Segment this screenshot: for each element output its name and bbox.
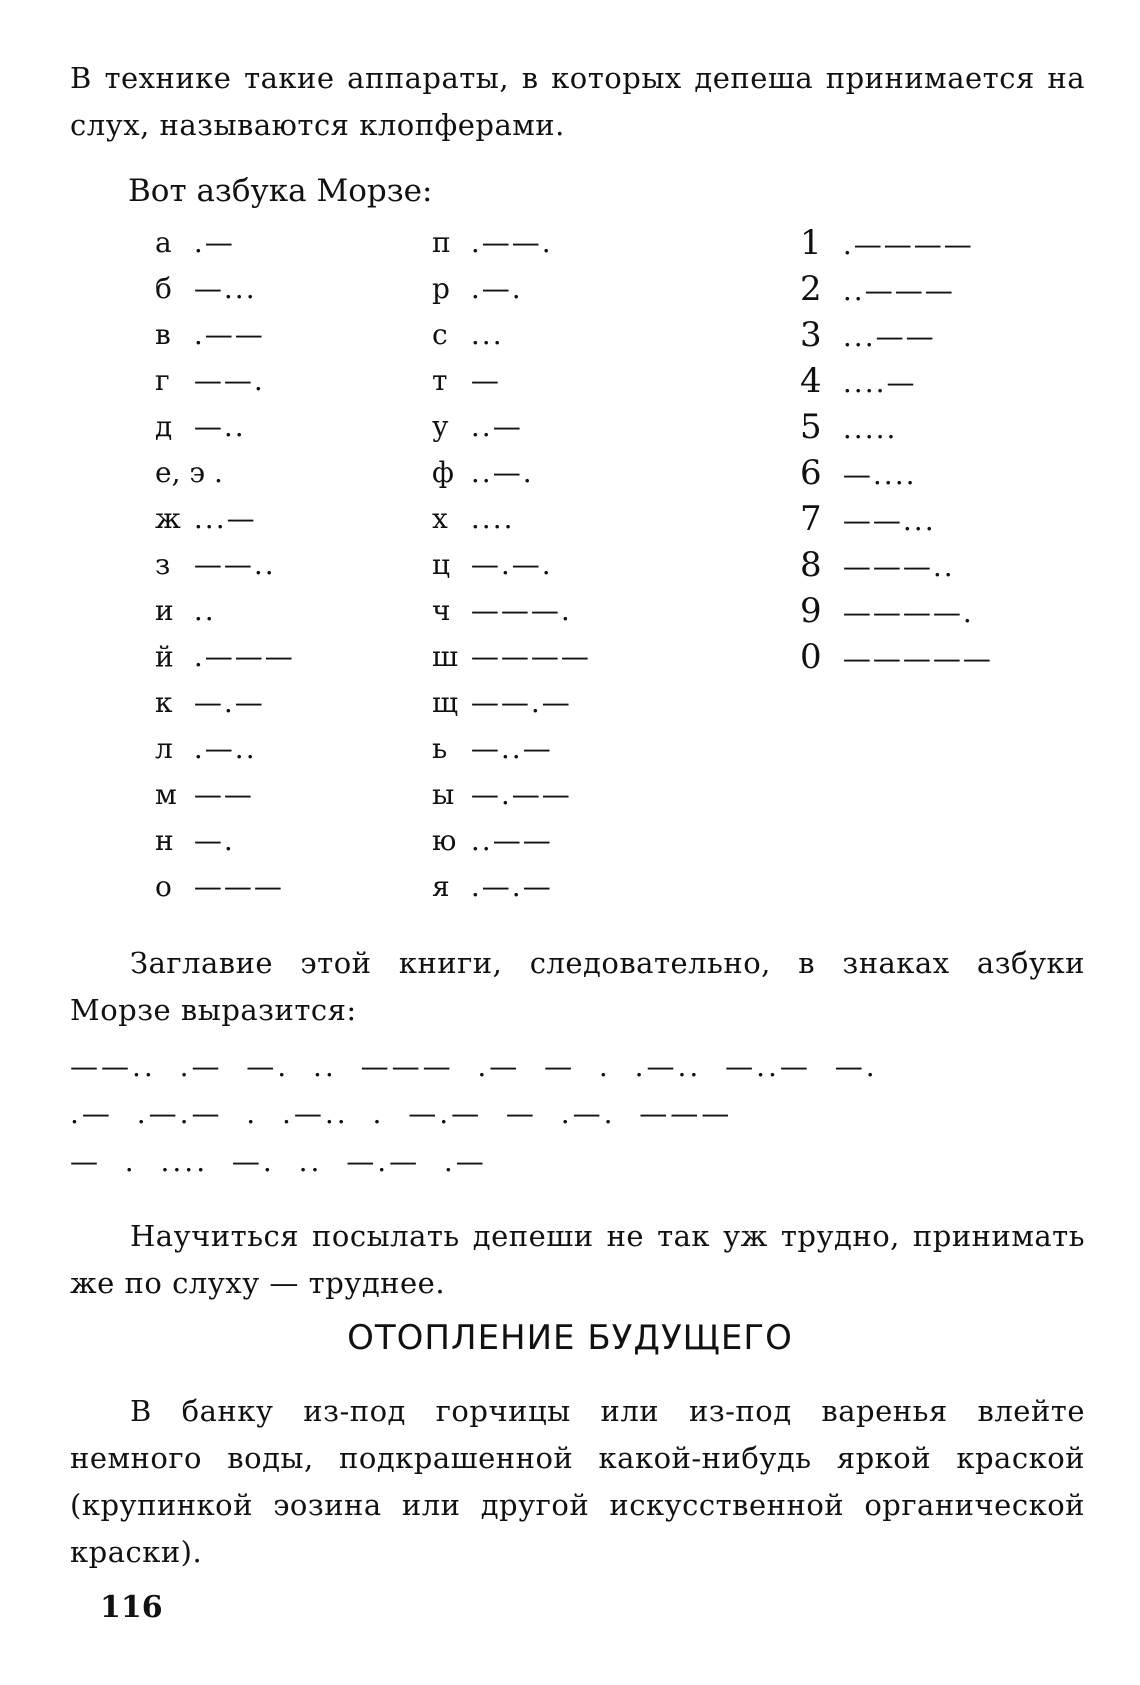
morse-title-line: ——.. .— —. .. ——— .— — . .—.. —..— —. <box>70 1050 878 1083</box>
morse-char: с <box>432 318 448 351</box>
morse-char: 0 <box>800 637 822 677</box>
morse-code: — <box>470 364 501 397</box>
morse-char: ш <box>432 640 459 673</box>
morse-row <box>800 220 993 266</box>
morse-char: ю <box>432 824 457 857</box>
morse-code: ——— <box>193 870 284 903</box>
morse-code: .——— <box>193 640 295 673</box>
morse-row <box>432 496 591 542</box>
morse-row <box>155 312 295 358</box>
morse-char: 4 <box>800 361 822 401</box>
morse-code: —.—. <box>470 548 553 581</box>
morse-row <box>155 404 295 450</box>
morse-char: ф <box>432 456 454 489</box>
morse-char: о <box>155 870 172 903</box>
morse-column-letters-2 <box>432 220 591 910</box>
morse-row <box>432 726 591 772</box>
morse-char: г <box>155 364 170 397</box>
morse-column-letters-1 <box>155 220 295 910</box>
morse-row <box>155 772 295 818</box>
morse-char: п <box>432 226 451 259</box>
morse-char: ц <box>432 548 451 581</box>
morse-row <box>155 864 295 910</box>
morse-char: 9 <box>800 591 822 631</box>
morse-code: ——... <box>842 504 936 537</box>
morse-char: е, э <box>155 456 206 489</box>
morse-code: ....— <box>842 366 917 399</box>
morse-row <box>432 818 591 864</box>
morse-char: и <box>155 594 174 627</box>
morse-code: ..——— <box>842 274 955 307</box>
morse-row <box>432 680 591 726</box>
morse-row <box>432 864 591 910</box>
morse-title-line: — . .... —. .. —.— .— <box>70 1145 487 1178</box>
morse-char: н <box>155 824 174 857</box>
morse-row <box>800 496 993 542</box>
morse-row <box>800 312 993 358</box>
morse-row <box>155 726 295 772</box>
morse-code: —.—— <box>470 778 572 811</box>
morse-code: .. <box>193 594 216 627</box>
morse-code: —... <box>193 272 257 305</box>
morse-row <box>432 634 591 680</box>
morse-char: ы <box>432 778 455 811</box>
morse-char: 2 <box>800 269 822 309</box>
morse-title-line: .— .—.— . .—.. . —.— — .—. ——— <box>70 1097 733 1130</box>
morse-char: д <box>155 410 173 443</box>
morse-code: ———.. <box>842 550 955 583</box>
morse-code: ..— <box>470 410 523 443</box>
morse-intro: Вот азбука Морзе: <box>128 173 433 209</box>
morse-char: 6 <box>800 453 822 493</box>
paragraph-heating: В банку из-под горчицы или из-под варенья влейте немного воды, подкрашенной какой-нибудь яркой краской (крупинкой эозина или другой искусственной органической краски). <box>70 1394 1085 1569</box>
morse-row <box>155 496 295 542</box>
morse-char: щ <box>432 686 459 719</box>
morse-row <box>800 450 993 496</box>
morse-code: ...—— <box>842 320 936 353</box>
section-heading: ОТОПЛЕНИЕ БУДУЩЕГО <box>347 1318 793 1358</box>
morse-char: ь <box>432 732 448 765</box>
morse-code: —— <box>193 778 254 811</box>
morse-code: . <box>213 456 225 489</box>
morse-code: ———. <box>470 594 572 627</box>
morse-row <box>800 358 993 404</box>
morse-row <box>432 542 591 588</box>
morse-code: .———— <box>842 228 974 261</box>
morse-row <box>155 634 295 680</box>
morse-row <box>800 634 993 680</box>
morse-row <box>155 450 295 496</box>
morse-row <box>432 358 591 404</box>
morse-char: ч <box>432 594 451 627</box>
morse-code: —.. <box>193 410 246 443</box>
morse-row <box>155 358 295 404</box>
morse-code: .— <box>193 226 235 259</box>
morse-code: —..— <box>470 732 553 765</box>
morse-row <box>155 220 295 266</box>
morse-char: у <box>432 410 449 443</box>
morse-char: 7 <box>800 499 822 539</box>
morse-code: ——.. <box>193 548 276 581</box>
morse-char: 8 <box>800 545 822 585</box>
morse-code: .——. <box>470 226 553 259</box>
morse-column-digits <box>800 220 993 680</box>
morse-row <box>155 818 295 864</box>
morse-char: б <box>155 272 172 305</box>
morse-row <box>432 772 591 818</box>
morse-char: а <box>155 226 172 259</box>
morse-char: х <box>432 502 448 535</box>
morse-code: ——. <box>193 364 265 397</box>
morse-char: 3 <box>800 315 822 355</box>
morse-code: .—.. <box>193 732 257 765</box>
morse-code: ...— <box>193 502 257 535</box>
morse-row <box>800 266 993 312</box>
morse-char: р <box>432 272 450 305</box>
morse-char: 1 <box>800 223 822 263</box>
morse-row <box>155 588 295 634</box>
morse-row <box>800 404 993 450</box>
morse-code: —.... <box>842 458 917 491</box>
morse-char: л <box>155 732 173 765</box>
morse-code: .—.— <box>470 870 553 903</box>
morse-code: ——.— <box>470 686 572 719</box>
morse-row <box>432 266 591 312</box>
morse-char: з <box>155 548 171 581</box>
morse-row <box>432 588 591 634</box>
morse-char: т <box>432 364 448 397</box>
paragraph-title-in-morse: Заглавие этой книги, следовательно, в знаках азбуки Морзе выразится: <box>70 946 1085 1027</box>
morse-code: ———— <box>470 640 591 673</box>
morse-row <box>432 404 591 450</box>
morse-code: .—— <box>193 318 265 351</box>
morse-code: .... <box>470 502 515 535</box>
morse-row <box>432 220 591 266</box>
morse-code: ... <box>470 318 504 351</box>
morse-char: й <box>155 640 174 673</box>
morse-row <box>432 450 591 496</box>
morse-row <box>800 588 993 634</box>
morse-code: ————— <box>842 642 993 675</box>
morse-code: ..—. <box>470 456 534 489</box>
morse-char: в <box>155 318 171 351</box>
morse-code: —.— <box>193 686 265 719</box>
morse-char: м <box>155 778 177 811</box>
morse-row <box>800 542 993 588</box>
morse-code: .—. <box>470 272 523 305</box>
morse-row <box>155 266 295 312</box>
morse-row <box>155 542 295 588</box>
morse-char: 5 <box>800 407 822 447</box>
morse-code: —. <box>193 824 235 857</box>
morse-code: ..—— <box>470 824 553 857</box>
morse-row <box>432 312 591 358</box>
morse-char: я <box>432 870 450 903</box>
morse-char: к <box>155 686 173 719</box>
paragraph-klopfer: В технике такие аппараты, в которых депеша принимается на слух, называются клопферами. <box>70 61 1085 142</box>
morse-row <box>155 680 295 726</box>
paragraph-learning: Научиться посылать депеши не так уж трудно, принимать же по слуху — труднее. <box>70 1219 1085 1300</box>
page-number: 116 <box>100 1590 163 1625</box>
morse-char: ж <box>155 502 181 535</box>
morse-code: ..... <box>842 412 898 445</box>
morse-code: ————. <box>842 596 974 629</box>
